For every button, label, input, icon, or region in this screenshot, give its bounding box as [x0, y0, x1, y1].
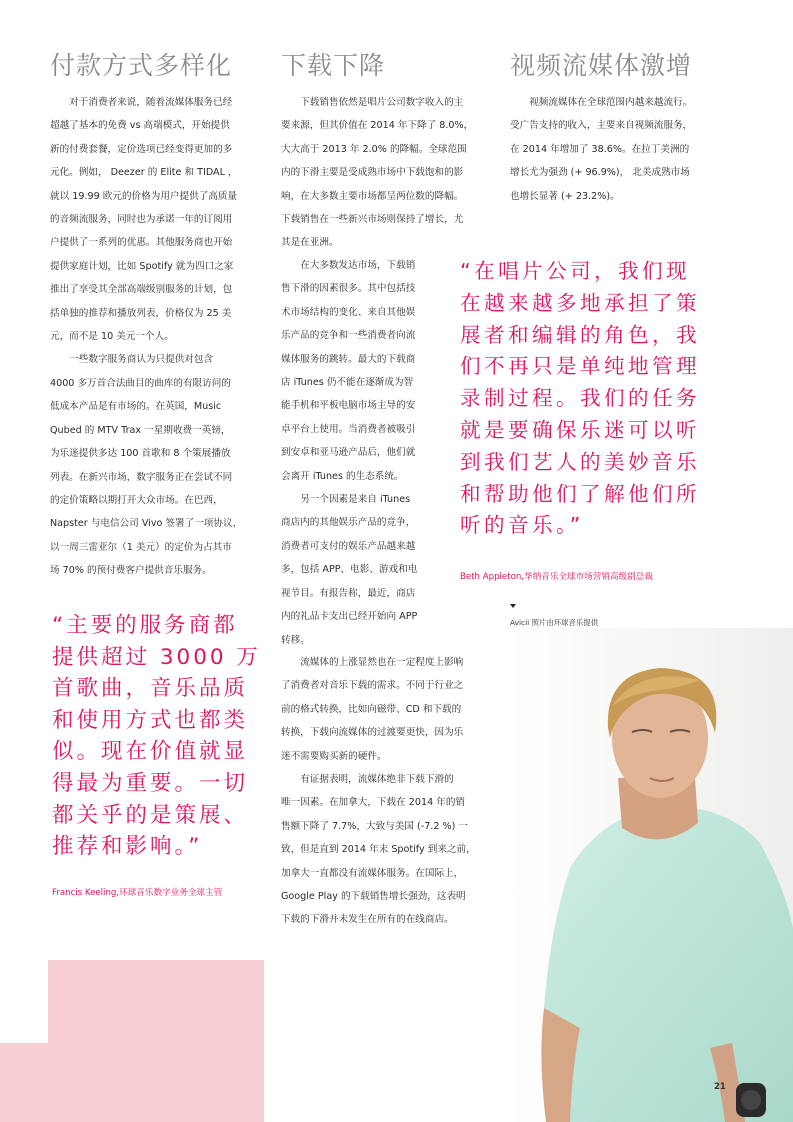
- text-line: 户提供了一系列的优惠。其他服务商也开始: [50, 237, 233, 249]
- caption-marker-icon: [510, 604, 516, 608]
- text-line: 元，而不是 10 美元一个人。: [50, 331, 174, 343]
- pink-block-notch: [0, 960, 48, 1043]
- text-line: 售下滑的因素很多。其中包括技: [281, 283, 416, 295]
- text-line: 元化。例如， Deezer 的 Elite 和 TIDAL ，: [50, 167, 238, 179]
- text-line: 为乐迷提供多达 100 首歌和 8 个策展播放: [50, 448, 231, 460]
- text-line: 受广告支持的收入，主要来自视频流服务，: [510, 120, 693, 132]
- column-2-narrow-body: [281, 254, 443, 652]
- text-line: 了消费者对音乐下载的需求。不同于行业之: [281, 680, 464, 692]
- text-line: 前的格式转换，比如向磁带、CD 和下载的: [281, 703, 462, 715]
- text-line: 迷不需要购买新的硬件。: [281, 750, 387, 762]
- text-line: Qubed 的 MTV Trax 一星期收费一英镑，: [50, 424, 231, 436]
- col2-paragraph: [281, 91, 495, 255]
- col2-paragraph: [281, 651, 495, 768]
- col2-paragraph: [281, 768, 495, 932]
- text-line: 也增长显著 (+ 23.2%)。: [510, 190, 620, 202]
- text-line: 似。现在价值就显: [52, 739, 249, 765]
- text-line: 其是在亚洲。: [281, 237, 339, 249]
- text-line: 有证据表明，流媒体绝非下载下滑的: [300, 774, 454, 786]
- text-line: 们不再只是单纯地管理: [460, 354, 700, 379]
- artist-photo: [510, 628, 793, 1122]
- text-line: 的音频流服务，同时也为承诺一年的订阅用: [50, 214, 233, 226]
- quote-attribution-keeling: Francis Keeling,环球音乐数字业务全球主管: [52, 888, 223, 898]
- text-line: “主要的服务商都: [52, 613, 238, 638]
- text-line: 转移。: [281, 634, 310, 646]
- text-line: 和使用方式也都类: [52, 707, 249, 733]
- heading-download-decline: 下载下降: [281, 51, 386, 80]
- column-3-body: [510, 91, 724, 208]
- text-line: 首歌曲，音乐品质: [52, 676, 249, 702]
- text-line: “在唱片公司，我们现: [460, 259, 691, 283]
- text-line: 列表。在新兴市场，数字服务正在尝试不同: [50, 471, 233, 483]
- text-line: 听的音乐。”: [460, 513, 584, 538]
- text-line: 店 iTunes 仍不能在逐渐成为智: [281, 377, 414, 389]
- text-line: 提供家庭计划，比如 Spotify 就为四口之家: [50, 260, 234, 272]
- text-line: 新的付费套餐，定价选项已经变得更加的多: [50, 143, 233, 155]
- text-line: 响，在大多数主要市场都呈两位数的降幅。: [281, 190, 464, 202]
- column-2-bottom-body: [281, 651, 495, 932]
- text-line: 4000 多万首合法曲目的曲库的有限访问的: [50, 377, 231, 389]
- col1-paragraph: [50, 348, 264, 582]
- text-line: 增长尤为强劲 (+ 96.9%)， 北美成熟市场: [510, 167, 690, 179]
- text-line: 超越了基本的免费 vs 高端模式，开始提供: [50, 120, 230, 132]
- heading-payment-diversity: 付款方式多样化: [50, 51, 233, 80]
- text-line: 致，但是直到 2014 年末 Spotify 到来之前，: [281, 844, 476, 856]
- text-line: 术市场结构的变化、来自其他娱: [281, 306, 416, 318]
- text-line: 卓平台上使用。当消费者被吸引: [281, 423, 416, 435]
- text-line: 流媒体的上涨显然也在一定程度上影响: [300, 657, 464, 668]
- text-line: 到我们艺人的美妙音乐: [460, 449, 700, 474]
- col2-paragraph: [281, 488, 443, 652]
- text-line: 括单独的推荐和播放列表，价格仅为 25 美: [50, 307, 232, 319]
- text-line: 就是要确保乐迷可以听: [460, 417, 700, 442]
- text-line: 在大多数发达市场，下载销: [300, 260, 416, 271]
- text-line: 乐产品的竞争和一些消费者向流: [281, 330, 416, 342]
- column-2-top-body: [281, 91, 495, 255]
- pull-quote-keeling: [52, 610, 264, 863]
- text-line: 售额下降了 7.7%，大致与美国 (-7.2 %) 一: [281, 820, 469, 832]
- text-line: 场 70% 的预付费客户提供音乐服务。: [50, 565, 212, 577]
- text-line: 转换，下载向流媒体的过渡要更快，因为乐: [281, 727, 464, 739]
- text-line: 另一个因素是来自 iTunes: [300, 494, 411, 506]
- text-line: 消费者可支付的娱乐产品越来越: [281, 540, 416, 552]
- text-line: 视节目。有报告称，最近，商店: [281, 587, 416, 599]
- text-line: 到安卓和亚马逊产品后，他们就: [281, 447, 416, 459]
- text-line: 会离开 iTunes 的生态系统。: [281, 470, 404, 482]
- text-line: 媒体服务的跳转。最大的下载商: [281, 353, 416, 365]
- text-line: 以一周三雷亚尔（1 美元）的定价为占其市: [50, 541, 232, 553]
- text-line: 下载销售依然是唱片公司数字收入的主: [300, 97, 464, 108]
- photo-caption: Avicii 照片由环球音乐提供: [510, 618, 599, 627]
- text-line: 大大高于 2013 年 2.0% 的降幅。全球范围: [281, 143, 467, 155]
- text-line: 在越来越多地承担了策: [460, 290, 700, 315]
- text-line: Google Play 的下载销售增长强劲，这表明: [281, 891, 466, 903]
- text-line: 下载的下滑并未发生在所有的在线商店。: [281, 914, 454, 926]
- col3-paragraph: [510, 91, 724, 208]
- text-line: 加拿大一直都没有流媒体服务。在国际上，: [281, 867, 464, 879]
- text-line: 对于消费者来说，随着流媒体服务已经: [69, 97, 233, 108]
- text-line: 要来源，但其价值在 2014 年下降了 8.0%，: [281, 120, 474, 132]
- text-line: 展者和编辑的角色，我: [460, 322, 700, 347]
- col2-paragraph: [281, 254, 443, 488]
- text-line: 都关乎的是策展、: [52, 802, 249, 828]
- text-line: 商店内的其他娱乐产品的竞争，: [281, 517, 416, 529]
- text-line: 和帮助他们了解他们所: [460, 481, 700, 506]
- text-line: 视频流媒体在全球范围内越来越流行。: [529, 97, 693, 108]
- text-line: 推荐和影响。”: [52, 834, 203, 860]
- text-line: Napster 与电信公司 Vivo 签署了一项协议，: [50, 518, 243, 530]
- text-line: 录制过程。我们的任务: [460, 386, 700, 411]
- text-line: 多，包括 APP、电影、游戏和电: [281, 564, 418, 576]
- text-line: 低成本产品是有市场的。在英国，Music: [50, 401, 222, 413]
- heading-video-streaming-surge: 视频流媒体激增: [510, 51, 693, 80]
- text-line: 得最为重要。一切: [52, 770, 249, 796]
- text-line: 唯一因素。在加拿大，下载在 2014 年的销: [281, 797, 466, 809]
- text-line: 在 2014 年增加了 38.6%。在拉丁美洲的: [510, 143, 690, 155]
- column-1-body: [50, 91, 264, 583]
- text-line: 能手机和平板电脑市场主导的安: [281, 400, 416, 412]
- text-line: 推出了享受其全部高端级别服务的计划，包: [50, 284, 233, 296]
- text-line: 一些数字服务商认为只提供对包含: [69, 354, 214, 366]
- text-line: 内的下滑主要是受成熟市场中下载饱和的影: [281, 167, 464, 179]
- text-line: 就以 19.99 欧元的价格为用户提供了高质量: [50, 190, 238, 202]
- col1-paragraph: [50, 91, 264, 348]
- quote-attribution-appleton: Beth Appleton,华纳音乐全球市场营销高级副总裁: [460, 572, 653, 582]
- text-line: 的定价策略以期打开大众市场。在巴西，: [50, 494, 223, 506]
- text-line: 下载销售在一些新兴市场则保持了增长，尤: [281, 214, 464, 226]
- pull-quote-appleton: [460, 256, 724, 542]
- text-line: 提供超过 3000 万: [52, 644, 261, 670]
- text-line: 内的礼品卡支出已经开始向 APP: [281, 611, 418, 623]
- page-number: 21: [714, 1082, 726, 1092]
